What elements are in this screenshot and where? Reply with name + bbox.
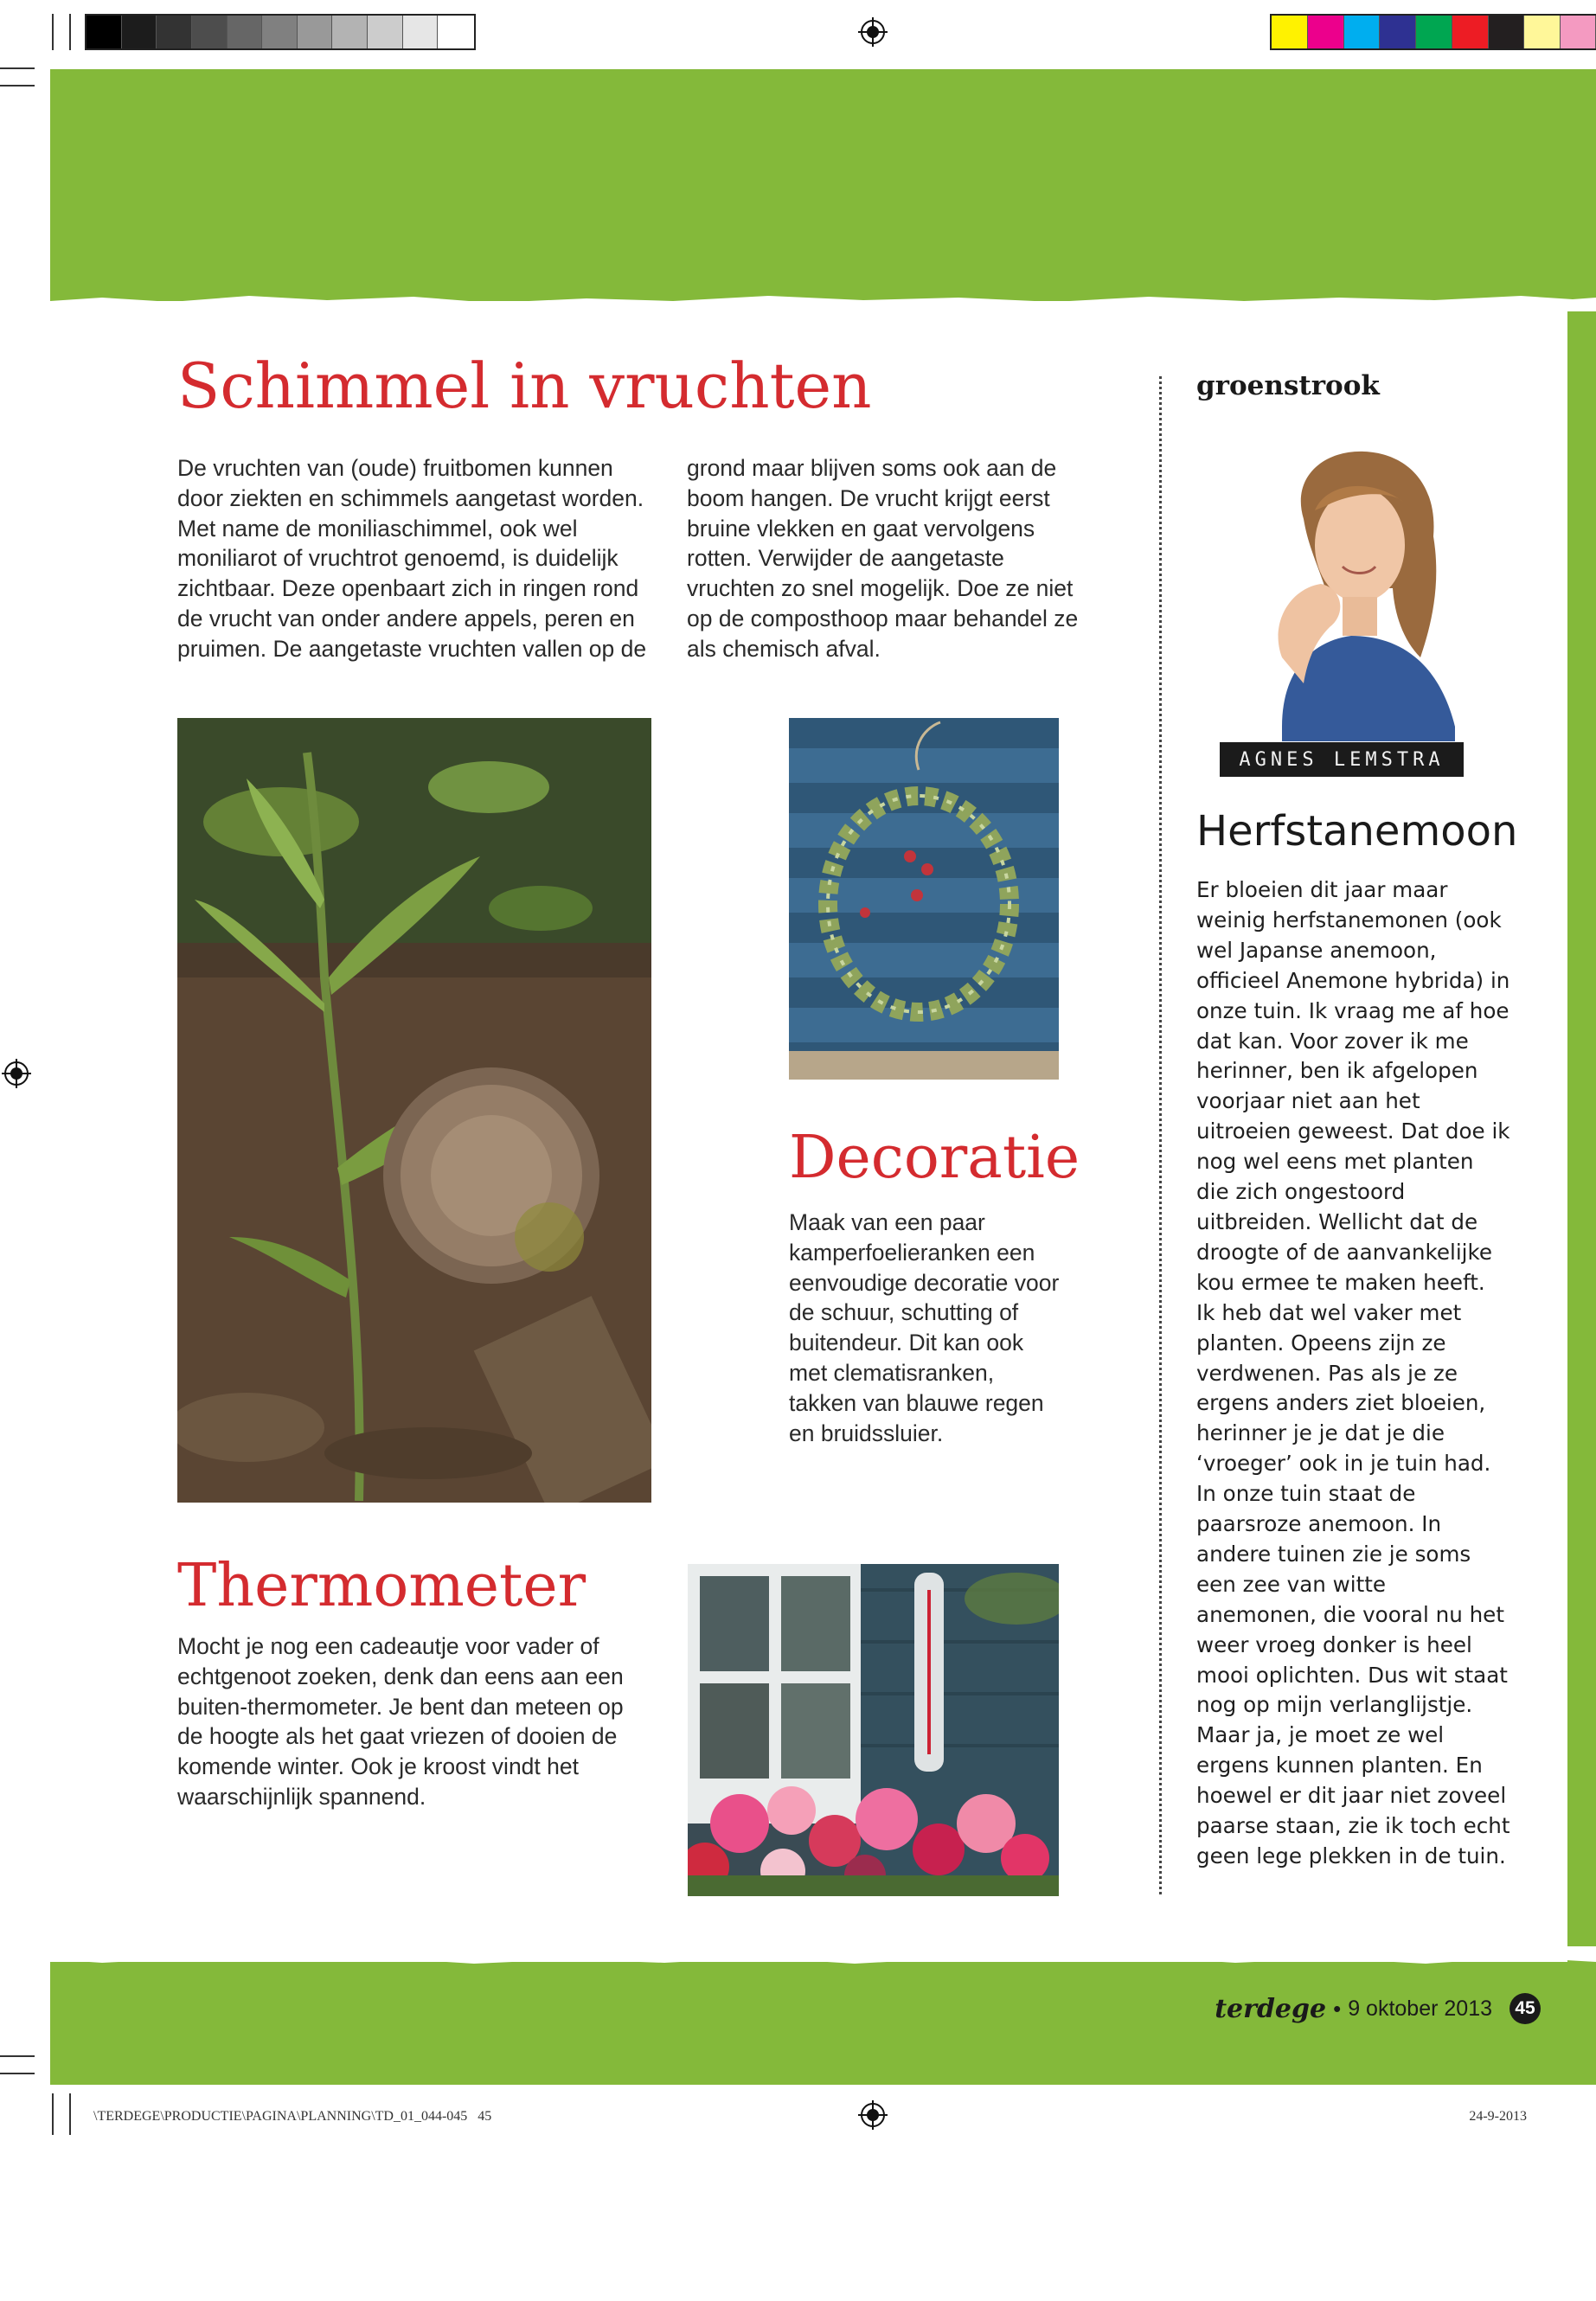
page-number-badge: 45 [1509,1993,1541,2024]
rotten-fruit-photo [177,718,651,1503]
print-date: 24-9-2013 [1469,2109,1527,2124]
registration-mark-icon [858,2100,888,2130]
footer [1215,1993,1541,2024]
sidebar-body [1196,875,1512,1872]
author-name-label: AGNES LEMSTRA [1220,742,1464,777]
crop-mark [52,2093,54,2135]
sidebar-title: Herfstanemoon [1196,807,1518,856]
decoratie-title: Decoratie [789,1124,1080,1192]
issue-date: 9 oktober 2013 [1348,1996,1492,2021]
crop-mark [0,2073,35,2074]
article-title: Schimmel in vruchten [177,349,872,422]
print-path: \TERDEGE\PRODUCTIE\PAGINA\PLANNING\TD_01_044-045 45 [93,2109,492,2124]
green-right-edge [1567,301,1596,1962]
color-calibration-bar [1270,14,1596,50]
thermometer-body: Mocht je nog een cadeautje voor vader of echtgenoot zoeken, denk dan eens aan een buiten-thermometer. Je bent dan meteen op de hoogte als het gaat vriezen of dooien de komende winter. Ook je kroost vindt het waarschijnlijk spannend. [177,1633,624,1810]
registration-mark-icon [2,1059,31,1088]
article-column-2: grond maar blijven soms ook aan de boom hangen. De vrucht krijgt eerst bruine vlekken en gaat vervolgens rotten. Verwijder de aangetaste vruchten zo snel mogelijk. Doe ze niet op de composthoop maar behandel ze als chemisch afval. [687,455,1079,662]
section-label: groenstrook [1196,370,1380,401]
torn-paper-edge-top [50,285,1596,311]
article-column-1: De vruchten van (oude) fruitbomen kunnen door ziekten en schimmels aangetast worden. Met name de moniliaschimmel, ook wel moniliarot of vruchtrot genoemd, is duidelijk zichtbaar. Deze openbaart zich in ringen rond de vrucht van onder andere appels, peren en pruimen. De aangetaste vruchten vallen op de [177,455,647,662]
registration-mark-icon [858,17,888,47]
footer-bullet: • [1333,1995,1342,2022]
crop-mark [69,2093,71,2135]
wreath-decoration-photo [789,718,1059,1080]
sidebar-divider [1159,376,1162,1894]
sidebar-paragraph: Er bloeien dit jaar maar weinig herfstanemonen (ook wel Japanse anemoon, officieel Anemone hybrida) in onze tuin. Ik vraag me af hoe dat kan. Voor zover ik me herinner, ben ik afgelopen voorjaar niet aan het uitroeien geweest. Dat doe ik nog wel eens met planten die zich ongestoord uitbreiden. Wellicht dat de droogte of de aanvankelijke kou ermee te maken heeft. [1196,877,1510,1295]
brand-logo: terdege [1215,1993,1327,2024]
crop-mark [0,85,35,87]
crop-mark [0,67,35,69]
thermometer-flowers-photo [688,1564,1059,1896]
crop-mark [52,14,54,50]
thermometer-title: Thermometer [177,1552,586,1620]
sidebar-paragraph: Ik heb dat wel vaker met planten. Opeens zijn ze verdwenen. Pas als je ze ergens anders ziet bloeien, herinner je je dat je die ‘vroeger’ ook in je tuin had. In onze tuin staat de paarsroze anemoon. In andere tuinen zie je soms een zee van witte anemonen, die vooral nu het weer vroeg donker is heel mooi oplichten. Dus wit staat nog op mijn verlanglijstje. Maar ja, je moet ze wel ergens kunnen planten. En hoewel er dit jaar niet zoveel paarse staan, zie ik toch echt geen lege plekken in de tuin. [1196,1299,1510,1868]
decoratie-body: Maak van een paar kamperfoelieranken een eenvoudige decoratie voor de schuur, schutting of buitendeur. Dit kan ook met clematisranken, takken van blauwe regen en bruidssluier. [789,1209,1060,1446]
grayscale-calibration-bar [85,14,476,50]
crop-mark [0,2055,35,2057]
crop-mark [69,14,71,50]
author-portrait [1221,441,1462,741]
torn-paper-edge-bottom [50,1946,1596,1972]
green-header-band [50,69,1596,301]
